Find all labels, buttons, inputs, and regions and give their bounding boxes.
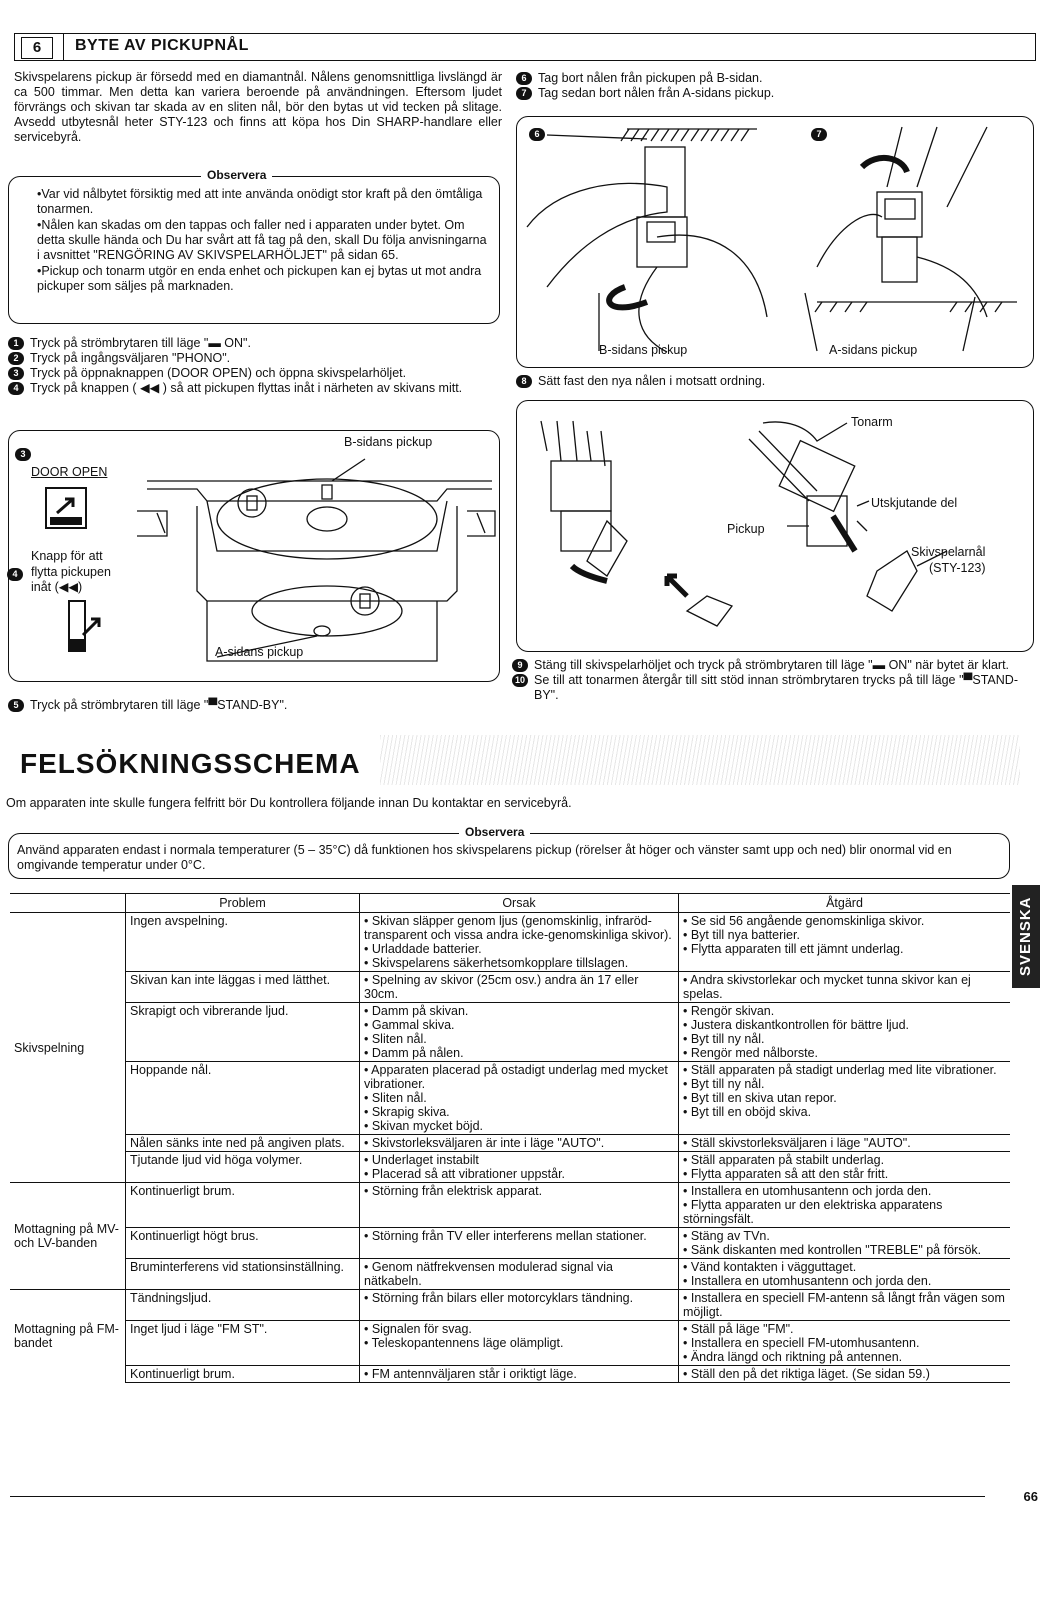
stylus-label: Skivspelarnål [911,545,986,559]
step-number: 8 [516,375,532,388]
a-side-pickup-label: A-sidans pickup [215,645,304,659]
remedy-cell: • Vänd kontakten i vägguttaget. • Installera en utomhusantenn och jorda den. [679,1259,1011,1290]
step-item [8,336,498,351]
group-label: Mottagning på FM-bandet [14,1322,119,1351]
observe-box [8,168,500,324]
header-problem: Problem [126,894,360,913]
cause-cell: • FM antennväljaren står i oriktigt läge. [360,1366,679,1383]
step-text: Tryck på ingångsväljaren "PHONO". [30,351,231,365]
problem-cell: Kontinuerligt högt brus. [126,1228,360,1259]
cause-cell: • Apparaten placerad på ostadigt underlag med mycket vibrationer. • Sliten nål. • Skrapig skiva. • Skivan mycket böjd. [360,1062,679,1135]
cause-cell: • Genom nätfrekvensen modulerad signal via nätkabeln. [360,1259,679,1290]
remedy-cell: • Ställ den på det riktiga läget. (Se sidan 59.) [679,1366,1011,1383]
cause-cell: • Signalen för svag. • Teleskopantennens läge olämpligt. [360,1321,679,1366]
remedy-cell: • Se sid 56 angående genomskinliga skivor. • Byt till nya batterier. • Flytta apparaten till ett jämnt underlag. [679,913,1011,972]
step-text: Se till att tonarmen återgår till sitt stöd innan strömbrytaren trycks på till läge "▀STAND-BY". [534,673,1018,702]
observe-item: •Var vid nålbytet försiktig med att inte använda onödigt stor kraft på den ömtåliga tonarmen. [37,187,483,216]
cause-cell: • Skivan släpper genom ljus (genomskinlig, infraröd-transparent och vissa andra icke-genomskinliga skivor). • Urladdade batterier. • Skivspelarens säkerhetsomkopplare tillslagen. [360,913,679,972]
cause-cell: • Damm på skivan. • Gammal skiva. • Sliten nål. • Damm på nålen. [360,1003,679,1062]
cause-cell: • Spelning av skivor (25cm osv.) andra än 17 eller 30cm. [360,972,679,1003]
problem-cell: Skrapigt och vibrerande ljud. [126,1003,360,1062]
remedy-cell: • Installera en utomhusantenn och jorda den. • Flytta apparaten ur den elektriska apparatens störningsfält. [679,1183,1011,1228]
observe-title: Observera [201,168,272,182]
stylus-fitting-illustration [517,401,1033,651]
utskjutande-label: Utskjutande del [871,496,958,510]
step-number: 3 [8,367,24,380]
cause-cell: • Störning från TV eller interferens mellan stationer. [360,1228,679,1259]
group-label: Skivspelning [10,913,126,1183]
step-text: Tag sedan bort nålen från A-sidans pickup. [538,86,775,100]
page-number: 66 [1023,1489,1038,1504]
step-number: 3 [15,448,31,461]
table-row [10,1152,1010,1183]
table-row [10,972,1010,1003]
header-empty [10,894,126,913]
step-text: Tag bort nålen från pickupen på B-sidan. [538,71,763,85]
knapp-label: flytta pickupen [31,565,111,579]
step-number: 9 [512,659,528,672]
cause-cell: • Underlaget instabilt • Placerad så att vibrationer uppstår. [360,1152,679,1183]
table-row [10,1003,1010,1062]
step-text: Sätt fast den nya nålen i motsatt ordning. [538,374,766,388]
step-item [516,71,1016,86]
section-title: BYTE AV PICKUPNÅL [75,37,249,54]
figure-remove-stylus [516,116,1034,368]
pickup-move-button-icon [65,599,105,655]
step-item [512,673,1018,703]
step-text: Tryck på strömbrytaren till läge "▀STAND-BY". [30,698,288,712]
problem-cell: Inget ljud i läge "FM ST". [126,1321,360,1366]
remedy-cell: • Ställ skivstorleksväljaren i läge "AUTO". [679,1135,1011,1152]
step-number: 2 [8,352,24,365]
step-number: 6 [516,72,532,85]
figure-fit-stylus [516,400,1034,652]
step-item [8,381,498,396]
remedy-cell: • Ställ apparaten på stadigt underlag med lite vibrationer. • Byt till ny nål. • Byt till en skiva utan repor. • Byt till en oböjd skiva. [679,1062,1011,1135]
observe-box-temperature [8,825,1010,879]
title-background-texture [380,735,1020,785]
table-row [10,1259,1010,1290]
problem-cell: Ingen avspelning. [126,913,360,972]
remedy-cell: • Ställ på läge "FM". • Installera en speciell FM-utomhusantenn. • Ändra längd och riktning på antennen. [679,1321,1011,1366]
troubleshooting-intro: Om apparaten inte skulle fungera felfritt bör Du kontrollera följande innan Du kontaktar en servicebyrå. [6,796,572,810]
step-item [516,86,1016,101]
cause-cell: • Störning från bilars eller motorcyklars tändning. [360,1290,679,1321]
problem-cell: Tjutande ljud vid höga volymer. [126,1152,360,1183]
table-row [10,1062,1010,1135]
observe-item: •Pickup och tonarm utgör en enda enhet och pickupen kan ej bytas ut mot andra pickuper som säljes på marknaden. [37,264,482,293]
remedy-cell: • Andra skivstorlekar och mycket tunna skivor kan ej spelas. [679,972,1011,1003]
divider [63,34,64,60]
table-row [10,1228,1010,1259]
stylus-model-label: (STY-123) [929,561,986,575]
tonarm-label: Tonarm [851,415,893,429]
cause-cell: • Störning från elektrisk apparat. [360,1183,679,1228]
step-item [8,351,498,366]
language-tab: SVENSKA [1012,885,1040,988]
knapp-label: inåt (◀◀) [31,580,83,594]
stylus-removal-illustration [517,117,1033,357]
step-number: 10 [512,674,528,687]
steps-list-right [516,71,1016,101]
section-number: 6 [21,37,53,59]
footer-rule [10,1496,985,1497]
remedy-cell: • Installera en speciell FM-antenn så långt från vägen som möjligt. [679,1290,1011,1321]
table-header-row [10,894,1010,913]
observe-item: •Nålen kan skadas om den tappas och faller ned i apparaten under bytet. Om detta skulle hända och Du har svårt att få tag på den, skall Du följa anvisningarna i avsnittet "RENGÖRING AV SKIVSPELARHÖLJET" på sidan 65. [37,218,487,262]
steps-list [8,336,498,396]
problem-cell: Hoppande nål. [126,1062,360,1135]
step-number: 7 [516,87,532,100]
step-item [8,366,498,381]
b-side-pickup-label: B-sidans pickup [599,343,688,357]
problem-cell: Skivan kan inte läggas i med lätthet. [126,972,360,1003]
table-row [10,1183,1010,1228]
remedy-cell: • Stäng av TVn. • Sänk diskanten med kontrollen "TREBLE" på försök. [679,1228,1011,1259]
problem-cell: Tändningsljud. [126,1290,360,1321]
step-item [512,658,1018,673]
step-number: 6 [529,128,545,141]
remedy-cell: • Ställ apparaten på stabilt underlag. • Flytta apparaten så att den står fritt. [679,1152,1011,1183]
step-number: 5 [8,699,24,712]
step-number: 7 [811,128,827,141]
table-row [10,1135,1010,1152]
problem-cell: Nålen sänks inte ned på angiven plats. [126,1135,360,1152]
table-row [10,1366,1010,1383]
door-open-button-icon [45,487,87,529]
step-number: 1 [8,337,24,350]
table-row [10,913,1010,972]
intro-block [14,70,502,145]
header-orsak: Orsak [360,894,679,913]
problem-cell: Kontinuerligt brum. [126,1183,360,1228]
figure-door-open [8,430,500,682]
troubleshooting-table [10,893,1010,1383]
step-number: 4 [7,568,23,581]
group-label: Mottagning på MV- och LV-banden [10,1183,126,1290]
table-row [10,1290,1010,1321]
intro-text: Skivspelarens pickup är försedd med en diamantnål. Nålens genomsnittliga livslängd är ca 500 timmar. Men detta kan variera beroende på användningen. Eftersom ljudet förvrängs och skivan tar skada av en sliten nål, bör den bytas ut vid tecken på slitage. Avsedd utbytesnål heter STY-123 och finns att köpa hos Din SHARP-handlare eller servicebyrå. [14,70,502,144]
remedy-cell: • Rengör skivan. • Justera diskantkontrollen för bättre ljud. • Byt till ny nål. • Rengör med nålborste. [679,1003,1011,1062]
step-5 [8,698,498,713]
step-text: Stäng till skivspelarhöljet och tryck på strömbrytaren till läge "▬ ON" när bytet är klart. [534,658,1010,672]
observe-title: Observera [459,825,530,839]
step-text: Tryck på strömbrytaren till läge "▬ ON". [30,336,251,350]
cause-cell: • Skivstorleksväljaren är inte i läge "AUTO". [360,1135,679,1152]
knapp-label: Knapp för att [31,549,103,563]
step-8 [516,374,1016,389]
header-atgard: Åtgärd [679,894,1011,913]
turntable-illustration [137,451,497,675]
step-text: Tryck på öppnaknappen (DOOR OPEN) och öppna skivspelarhöljet. [30,366,407,380]
door-open-label: DOOR OPEN [31,465,108,479]
a-side-pickup-label: A-sidans pickup [829,343,918,357]
steps-list-bottom [512,658,1018,703]
step-number: 4 [8,382,24,395]
problem-cell: Bruminterferens vid stationsinställning. [126,1259,360,1290]
problem-cell: Kontinuerligt brum. [126,1366,360,1383]
step-text: Tryck på knappen ( ◀◀ ) så att pickupen flyttas inåt i närheten av skivans mitt. [30,381,463,395]
observe-text: Använd apparaten endast i normala temperaturer (5 – 35°C) då funktionen hos skivspelarens pickup (rörelser åt höger och vänster samt upp och ned) blir onormal vid en omgivande temperatur under 0°C. [17,843,952,872]
b-side-pickup-label: B-sidans pickup [344,435,433,449]
troubleshooting-title: FELSÖKNINGSSCHEMA [20,748,361,779]
section-header [14,33,1036,61]
table-row [10,1321,1010,1366]
pickup-label: Pickup [727,522,765,536]
